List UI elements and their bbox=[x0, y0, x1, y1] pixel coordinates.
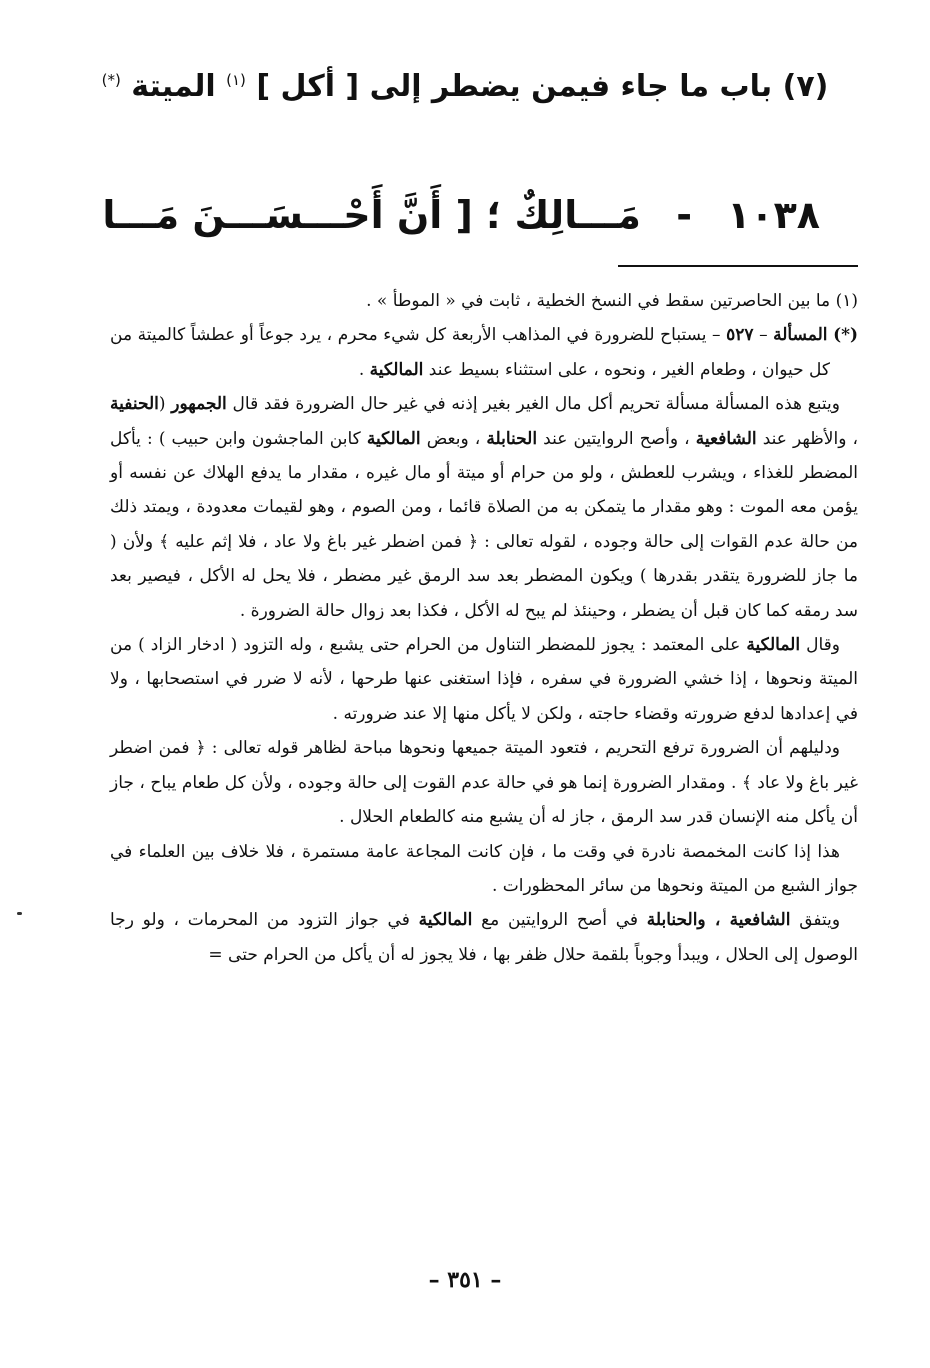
school-name: الجمهور bbox=[171, 394, 227, 415]
paragraph-3 bbox=[110, 731, 858, 834]
paragraph-text: ، وأصح الروايتين عند bbox=[543, 428, 690, 449]
school-name: المالكية bbox=[366, 428, 421, 449]
issue-dash: – bbox=[759, 325, 768, 346]
paragraph-text: في جواز التزود من المحرمات ، ولو رجا الوصول إلى الحلال ، ويبدأ وجوباً بلقمة حلال ظفر بها ، فلا يجوز له أن يأكل من الحرام حتى = bbox=[110, 910, 858, 965]
paragraph-text: ، وبعض bbox=[426, 428, 481, 449]
issue-label: المسألة bbox=[773, 325, 828, 346]
paragraph-text: ودليلهم أن الضرورة ترفع التحريم ، فتعود الميتة جميعها ونحوها مباحة لظاهر قوله تعالى : ﴿ فمن اضطر غير باغ ولا عاد ﴾ . ومقدار الضرورة إنما هو في حالة عدم القوت إلى حالة وجوده ، ولأن كل طعام يباح ، جاز أن يأكل منه الإنسان قدر سد الرمق ، جاز له أن يشبع منه كالطعام الحلال . bbox=[110, 738, 858, 828]
school-name: المالكية bbox=[418, 910, 473, 931]
chapter-title-tail: الميتة bbox=[131, 69, 216, 104]
paragraph-text: على المعتمد : يجوز للمضطر التناول من الحرام حتى يشبع ، وله التزود ( ادخار الزاد ) من الميتة ونحوها ، إذا خشي الضرورة في سفره ، فإذا استغنى عنها طرحها ، لأنه لا ضرر في استصحابها ، ولا في إعدادها لدفع ضرورته وقضاء حاجته ، ولكن لا يأكل منها إلا عند ضرورته . bbox=[110, 635, 858, 724]
footnote-1 bbox=[110, 284, 858, 318]
paragraph-text: هذا إذا كانت المخمصة نادرة في وقت ما ، فإن كانت المجاعة عامة مستمرة ، فلا خلاف بين العلماء في جواز الشبع من الميتة ونحوها من سائر المحظورات . bbox=[110, 841, 858, 896]
issue-intro-end: . bbox=[358, 359, 365, 380]
footnote-ref[interactable]: (١) bbox=[226, 71, 246, 89]
hadith-number: ١٠٣٨ bbox=[727, 193, 820, 237]
paragraph-text: ( bbox=[158, 394, 166, 415]
issue-intro: يستباح للضرورة في المذاهب الأربعة كل شيء محرم ، يرد جوعاً أو عطشاً كالميتة من كل حيوان ، وطعام الغير ، ونحوه ، على استثناء بسيط عند bbox=[110, 325, 830, 380]
footnotes-section bbox=[110, 284, 858, 972]
issue-intro-bold: المالكية bbox=[369, 359, 424, 380]
hadith-text: [ أَنَّ أَحْـــسَـــنَ مَـــا bbox=[102, 193, 473, 237]
star-note bbox=[110, 318, 858, 387]
paragraph-text: كابن الماجشون وابن حبيب ) : يأكل المضطر للغذاء ، ويشرب للعطش ، ولو من حرام أو ميتة أو مال غيره ، مقدار ما يدفع الهلاك عن نفسه أو يؤمن معه الموت : وهو مقدار ما يتمكن به من الصلاة قائما ، ومن الصوم ، وهو لقيمات معدودة ، ويمتد ذلك من حالة عدم القوات إلى حالة وجوده ، لقوله تعالى : ﴿ فمن اضطر غير باغ ولا عاد ، فلا إثم عليه ﴾ ولأن ( ما جاز للضرورة يتقدر بقدرها ) ويكون المضطر بعد سد الرمق غير مضطر ، فلا يحل له الأكل ، فيصير بعد سد رمقه كما كان قبل أن يضطر ، وحينئذ لم يبح له الأكل ، فكذا بعد زوال حالة الضرورة . bbox=[110, 428, 858, 621]
hadith-dash: - bbox=[676, 193, 692, 237]
hadith-opening bbox=[102, 180, 820, 250]
paragraph-5 bbox=[110, 903, 858, 972]
paragraph-4 bbox=[110, 835, 858, 904]
paragraph-text: ، والأظهر عند bbox=[762, 428, 858, 449]
school-name: المالكية bbox=[746, 635, 801, 656]
paragraph-1 bbox=[110, 387, 858, 628]
star-note-ref[interactable]: (*) bbox=[101, 71, 121, 89]
chapter-number: (٧) bbox=[782, 69, 829, 104]
footnote-marker: (١) bbox=[835, 291, 858, 311]
footnote-divider bbox=[618, 265, 858, 267]
paragraph-text: ويتفق bbox=[799, 910, 841, 931]
school-name: الحنفية bbox=[110, 394, 159, 415]
paragraph-text: في أصح الروايتين مع bbox=[481, 910, 639, 931]
school-name: الشافعية ، والحنابلة bbox=[646, 910, 791, 931]
scan-speck bbox=[17, 912, 22, 915]
hadith-narrator: مَـــالِكٌ ؛ bbox=[486, 193, 641, 237]
school-name: الشافعية bbox=[695, 428, 757, 449]
star-note-marker: (*) bbox=[833, 325, 859, 346]
chapter-heading bbox=[100, 55, 830, 112]
footnote-text: ما بين الحاصرتين سقط في النسخ الخطية ، ثابت في « الموطأ » . bbox=[366, 291, 831, 311]
issue-dash-2: – bbox=[712, 325, 721, 346]
paragraph-2 bbox=[110, 628, 858, 731]
paragraph-text: وقال bbox=[806, 635, 841, 656]
chapter-title-text: باب ما جاء فيمن يضطر إلى [ أكل ] bbox=[256, 69, 773, 104]
page-number: – ٣٥١ – bbox=[428, 1267, 502, 1293]
school-name: الحنابلة bbox=[486, 428, 538, 449]
issue-number: ٥٢٧ bbox=[726, 325, 754, 346]
paragraph-text: ويتبع هذه المسألة مسألة تحريم أكل مال الغير بغير إذنه في غير حال الضرورة فقد قال bbox=[232, 394, 840, 415]
